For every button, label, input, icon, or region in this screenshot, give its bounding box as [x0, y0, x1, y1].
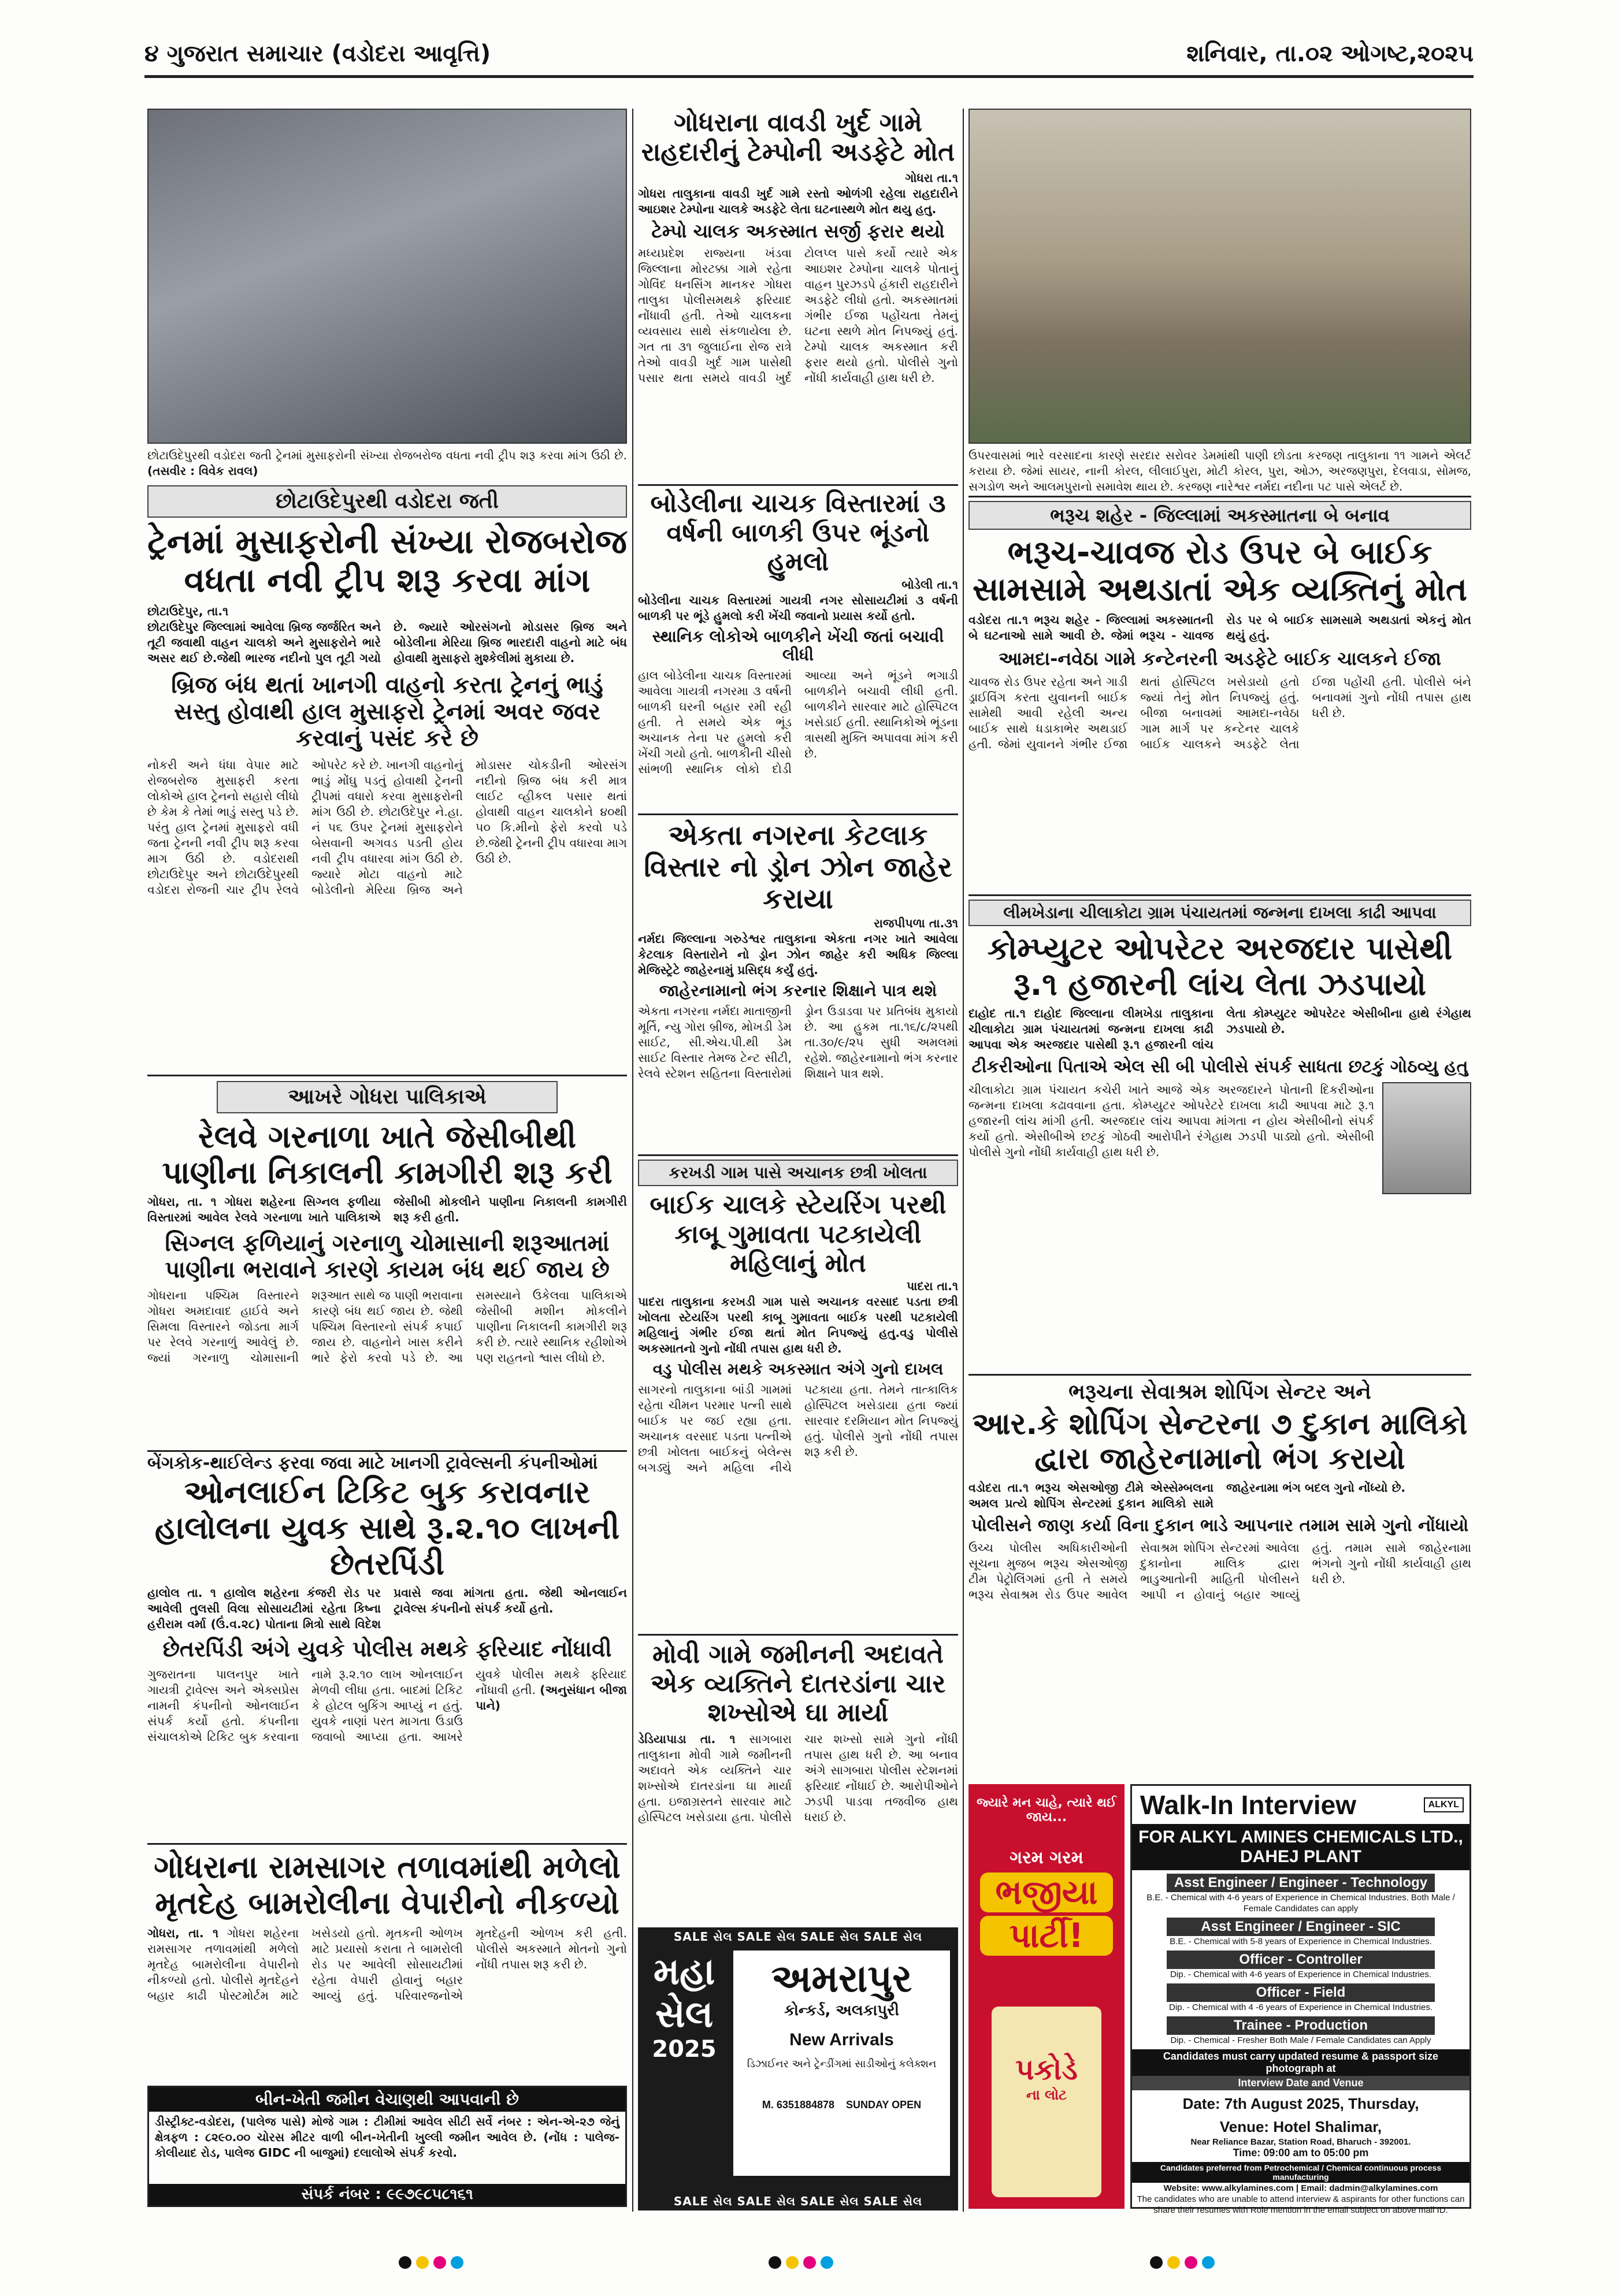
body-text: સાગબારા તાલુકાના મોવી ગામે જમીનની અદાવતે એક વ્યક્તિને ચાર શખ્સોએ દાતરડાંના ઘા માર્યા હતા. ઇજાગ્રસ્તને સારવાર માટે હોસ્પિટલ ખસેડાયા હતા. પોલીસે ચાર શખ્સો સામે ગુનો નોંધી તપાસ હાથ ધરી છે. આ બનાવ અંગે સાગબારા પોલીસ સ્ટેશનમાં ફરિયાદ નોંધાઈ છે. આરોપીઓને ઝડપી પાડવા તજવીજ હાથ ધરાઈ છે.	[638, 1732, 958, 1824]
intro-text: ગોધરા શહેરના સિગ્નલ ફળીયા વિસ્તારમાં આવેલ રેલવે ગરનાળા ખાતે પાલિકાએ જેસીબી મોકલીને પાણીના નિકાલની કામગીરી શરૂ કરી હતી.	[147, 1195, 627, 1225]
snack-tagline: જ્યારે મન ચાહે, ત્યારે થઈ જાય...	[976, 1796, 1117, 1825]
kicker: આખરે ગોધરા પાલિકાએ	[217, 1081, 558, 1113]
subhead: આમદા-નવેઠા ગામે કન્ટેનરની અડફેટે બાઈક ચાલકને ઈજા	[999, 647, 1441, 670]
article-land-dispute	[638, 1634, 958, 1923]
registration-dot	[1167, 2256, 1180, 2269]
packet-sub: ના લોટ	[1026, 2087, 1067, 2103]
body	[147, 1667, 627, 1745]
body: ઉચ્ચ પોલીસ અધિકારીઓની સૂચના મુજબ ભરૂચ એસઓજી ટીમ પેટ્રોલિંગમાં હતી તે સમયે ભરૂચ સેવાશ્રમ રોડ ઉપર આવેલ સેવાશ્રમ શોપિંગ સેન્ટરમાં આવેલા દુકાનોના માલિક દ્વારા ભાડુઆતોની માહિતી પોલીસને આપી ન હોવાનું બહાર આવ્યું હતું. તમામ સામે જાહેરનામા ભંગનો ગુનો નોંધી કાર્યવાહી હાથ ધરી છે.	[968, 1541, 1471, 1602]
headline: કોમ્પ્યુટર ઓપરેટર અરજદાર પાસેથી રૂ.૧ હજારની લાંચ લેતા ઝડપાયો	[987, 930, 1453, 1003]
article-train	[147, 485, 627, 1069]
walkin-header	[1132, 1786, 1469, 1824]
article-bike-umbrella	[638, 1154, 958, 1628]
dateline: ડેડિયાપાડા તા. ૧	[638, 1732, 736, 1746]
snack-line2: ભજીયા	[980, 1873, 1113, 1912]
body: એકતા નગરના નર્મદા માતાજીની મૂર્તિ, ન્યુ ગોરા બ્રીજ, મોખડી ડેમ સાઈટ, સી.એચ.પી.થી ડેમ સાઈટ વિસ્તાર તેમજ ટેન્ટ સીટી, રેલવે સ્ટેશન સહિતના વિસ્તારોમાં ડ્રોન ઉડાડવા પર પ્રતિબંધ મુકાયો છે. આ હુકમ તા.૧૬/૮/૨૫થી તા.૩૦/૯/૨૫ સુધી અમલમાં રહેશે. જાહેરનામાનો ભંગ કરનાર શિક્ષાને પાત્ર થશે.	[638, 1004, 958, 1080]
headline: ગોધરાના વાવડી ખુર્દ ગામે રાહદારીનું ટેમ્પોની અડફેટે મોત	[641, 108, 955, 167]
headline: આર.કે શોપિંગ સેન્ટરના ૭ દુકાન માલિકો દ્વારા જાહેરનામાનો ભંગ કરાયો	[972, 1407, 1468, 1477]
kicker: ભરૂચ શહેર - જિલ્લામાં અકસ્માતના બે બનાવ	[968, 501, 1471, 530]
headline: મોવી ગામે જમીનની અદાવતે એક વ્યક્તિને દાતરડાંના ચાર શખ્સોએ ઘા માર્યા	[650, 1640, 946, 1728]
bribe-body-row	[968, 1082, 1471, 1194]
intro	[968, 1006, 1471, 1053]
dateline: ગોધરા, તા. ૧	[147, 1926, 219, 1941]
photo-caption	[147, 448, 627, 481]
masthead-rule	[144, 75, 1474, 78]
dam-river-photo	[968, 109, 1471, 444]
article-drone-zone	[638, 813, 958, 1149]
registration-dot	[416, 2256, 429, 2269]
subhead: છેતરપિંડી અંગે યુવકે પોલીસ મથકે ફરિયાદ નોંધાવી	[162, 1636, 612, 1662]
headline: બોડેલીના ચાચક વિસ્તારમાં ૩ વર્ષની બાળકી ઉપર ભૂંડનો હુમલો	[650, 489, 946, 577]
body: ચીલાકોટા ગ્રામ પંચાયત કચેરી ખાતે આજે એક અરજદારને પોતાની દિકરીઓના જન્મના દાખલા કઢાવવાના હતા. કોમ્પ્યુટર ઓપરેટરે દાખલા કાઢી આપવા માટે રૂ.૧ હજારની લાંચ માંગી હતી. અરજદાર લાંચ આપવા માંગતા ન હોય એસીબીનો સંપર્ક કર્યો હતો. એસીબીએ છટકું ગોઠવી આરોપીને રંગેહાથ ઝડપી પાડ્યો હતો. એસીબી પોલીસે ગુનો નોંધી કાર્યવાહી હાથ ધરી છે.	[968, 1082, 1374, 1159]
registration-dot	[433, 2256, 446, 2269]
body: ગોધરાના પશ્ચિમ વિસ્તારને ગોધરા અમદાવાદ હાઈવે અને સિમલા વિસ્તારને જોડતા માર્ગ પર રેલવે ગરનાળું આવેલું છે. જ્યાં ગરનાળુ ચોમાસાની શરૂઆત સાથે જ પાણી ભરાવાના કારણે બંધ થઈ જાય છે. જેથી પશ્ચિમ વિસ્તારનો સંપર્ક કપાઈ જાય છે. વાહનોને ખાસ કરીને ભારે ફેરો કરવો પડે છે. આ સમસ્યાને ઉકેલવા પાલિકાએ જેસીબી મશીન મોકલીને પાણીના નિકાલની કામગીરી શરૂ કરી છે. ત્યારે સ્થાનિક રહીશોએ પણ રાહતનો શ્વાસ લીધો છે.	[147, 1288, 627, 1365]
subhead: બ્રિજ બંધ થતાં ખાનગી વાહનો કરતા ટ્રેનનું ભાડું સસ્તુ હોવાથી હાલ મુસાફરો ટ્રેનમાં અવર જવર કરવાનું પસંદ કરે છે	[171, 672, 603, 752]
position-qualification: Dip. - Chemical - Fresher Both Male / Female Candidates can Apply	[1170, 2035, 1431, 2045]
dateline: પાદરા તા.૧	[907, 1279, 958, 1293]
headline: ભરૂચ-ચાવજ રોડ ઉપર બે બાઈક સામસામે અથડાતાં એક વ્યક્તિનું મોત	[973, 534, 1467, 609]
subhead: જાહેરનામાનો ભંગ કરનાર શિક્ષાને પાત્ર થશે	[659, 980, 937, 1000]
intro	[147, 1194, 627, 1225]
body	[147, 1926, 627, 2004]
article-ticket-fraud	[147, 1450, 627, 1837]
resume-note: Candidates must carry updated resume & passport size photograph at	[1132, 2049, 1469, 2076]
registration-dot	[803, 2256, 816, 2269]
headline: ઓનલાઈન ટિકિટ બુક કરાવનાર હાલોલના યુવક સાથે રૂ.૨.૧૦ લાખની છેતરપિંડી	[154, 1474, 620, 1582]
snack-packet	[992, 2007, 1101, 2197]
article-tempo-death	[638, 109, 958, 478]
subhead: સ્થાનિક લોકોએ બાળકીને ખેંચી જતાં બચાવી લીધી	[652, 626, 944, 664]
headline: ટ્રેનમાં મુસાફરોની સંખ્યા રોજબરોજ વધતા નવી ટ્રીપ શરૂ કરવા માંગ	[147, 522, 627, 600]
dateline: વડોદરા તા.૧	[968, 612, 1029, 627]
sale-year: 2025	[652, 2036, 717, 2063]
walkin-interview-ad	[1130, 1784, 1471, 2215]
body-text: ગુજરાતના પાલનપુર ખાતે ગાયત્રી ટ્રાવેલ્સ અને એક્સપ્રેસ નામની કંપનીનો ઓનલાઈન સંપર્ક કર્યો હતો. કંપનીના સંચાલકોએ ટિકિટ બુક કરવાના નામે રૂ.૨.૧૦ લાખ ઓનલાઈન મેળવી લીધા હતા. બાદમાં ટિકિટ કે હોટલ બુકિંગ આપ્યું ન હતું. યુવકે નાણાં પરત માગતા ઉડાઉ જવાબો આપ્યા હતા. આખરે યુવકે પોલીસ મથકે ફરિયાદ નોંધાવી હતી.	[147, 1667, 627, 1744]
kicker: છોટાઉદેપુરથી વડોદરા જતી	[147, 485, 627, 518]
snack-line3: પાર્ટી!	[980, 1916, 1113, 1956]
intro-text: ભરૂચ એસઓજી ટીમે એસ્સેમ્બલના અમલ પ્રત્યે શોપિંગ સેન્ટરમાં દુકાન માલિકો સામે જાહેરનામા ભંગ બદલ ગુનો નોંધ્યો છે.	[968, 1480, 1406, 1510]
ad-title: બીન-ખેતી જમીન વેચાણથી આપવાની છે	[149, 2087, 625, 2112]
article-godhra-culvert	[147, 1075, 627, 1444]
position-qualification: Dip. - Chemical with 4-6 years of Experience in Chemical Industries.	[1170, 1970, 1431, 1979]
subhead: ટીકરીઓના પિતાએ એલ સી બી પોલીસે સંપર્ક સાધતા છટકું ગોઠવ્યુ હતુ	[971, 1057, 1468, 1078]
intro-text: ભરૂચ શહેર - જિલ્લામાં અકસ્માતની બે ઘટનાઓ સામે આવી છે. જેમાં ભરૂચ - ચાવજ રોડ પર બે બાઈક સામસામે અથડાતાં એકનું મોત થયું હતું.	[968, 612, 1471, 642]
packet-brand: પકોડે	[1015, 2053, 1078, 2086]
dateline: હાલોલ તા. ૧	[147, 1586, 216, 1600]
headline: ગોધરાના રામસાગર તળાવમાંથી મળેલો મૃતદેહ બામરોલીના વેપારીનો નીકળ્યો	[154, 1849, 621, 1922]
intro: છોટાઉદેપુર જિલ્લામાં આવેલા બ્રિજ જર્જરિત અને તૂટી જવાથી વાહન ચાલકો અને મુસાફરોને ભારે અસર થઈ છે.જેથી ભારજ નદીનો પુલ તૂટી ગયો છે. જ્યારે ઓરસંગનો મોડાસર બ્રિજ અને બોડેલીના મેરિયા બ્રિજ ભારદારી વાહનો માટે બંધ હોવાથી મુસાફરો મુશ્કેલીમાં મુકાયા છે.	[147, 620, 627, 666]
intro-text: હાલોલ શહેરના કંજરી રોડ પર આવેલી તુલસી વિલા સોસાયટીમાં રહેતા કિષ્ના હરીરામ વર્મા (ઉં.વ.૨૮) પોતાના મિત્રો સાથે વિદેશ પ્રવાસે જવા માંગતા હતા. જેથી ઓનલાઈન ટ્રાવેલ્સ કંપનીનો સંપર્ક કર્યો હતો.	[147, 1586, 627, 1632]
land-sale-ad	[147, 2086, 627, 2207]
intro: પાદરા તાલુકાના કરખડી ગામ પાસે અચાનક વરસાદ પડતા છત્રી ખોલતા સ્ટેયરિંગ પરથી કાબૂ ગુમાવતા બાઈક પરથી પટકાયેલી મહિલાનું ગંભીર ઈજા થતાં મોત નિપજ્યું હતુ.વડુ પોલીસે અકસ્માતનો ગુનો નોંધી તપાસ હાથ ધરી છે.	[638, 1294, 958, 1355]
snack-line1: ગરમ ગરમ	[1010, 1848, 1083, 1868]
registration-dot	[1202, 2256, 1215, 2269]
registration-dot	[1185, 2256, 1197, 2269]
column-rule	[632, 109, 633, 2212]
body: ચાવજ રોડ ઉપર રહેતા અને ગાડી ડ્રાઈવિંગ કરતા યુવાનની બાઈક સામેથી આવી રહેલી અન્ય બાઈક સાથે ધડાકાભેર અથડાઈ હતી. જેમાં યુવાનને ગંભીર ઈજા થતાં હોસ્પિટલ ખસેડાયો હતો જ્યાં તેનું મોત નિપજ્યું હતું. બીજા બનાવમાં આમદા-નવેઠા ગામ માર્ગ પર કન્ટેનર ચાલકે બાઈક ચાલકને અડફેટે લેતા ઈજા પહોંચી હતી. પોલીસે બંને બનાવમાં ગુનો નોંધી તપાસ હાથ ધરી છે.	[968, 674, 1471, 751]
intro	[147, 1585, 627, 1632]
article-bribe	[968, 894, 1471, 1368]
registration-dot	[399, 2256, 411, 2269]
photo-caption: ઉપરવાસમાં ભારે વરસાદના કારણે સરદાર સરોવર ડેમમાંથી પાણી છોડતા કરજણ તાલુકાના ૧૧ ગામને એલર્ટ કરાયા છે. જેમાં સાયર, નાની કોરલ, લીલાઈપુરા, મોટી કોરલ, પુરા, ઓઝ, અરજણપુરા, દેલવાડા, સોમજ, સગડોળ અને આલમપુરાનો સમાવેશ થાય છે. કરજણ નારેશ્વર નર્મદા નદીના પટ પાસે એલર્ટ છે.	[968, 448, 1471, 493]
headline: રેલવે ગરનાળા ખાતે જેસીબીથી પાણીના નિકાલની કામગીરી શરૂ કરી	[162, 1119, 613, 1191]
saree-sale-ad	[638, 1927, 958, 2210]
footer-note: The candidates who are unable to attend interview & aspirants for other functions can share their resumes with Role mention in the email subject on above mail ID.	[1137, 2194, 1465, 2215]
registration-dot	[786, 2256, 799, 2269]
paper-name: ૪ ગુજરાત સમાચાર (વડોદરા આવૃત્તિ)	[144, 40, 491, 67]
position-title: Trainee - Production	[1167, 2016, 1435, 2035]
kicker: કરખડી ગામ પાસે અચાનક છત્રી ખોલતા	[638, 1160, 958, 1186]
venue-label: Interview Date and Venue	[1132, 2076, 1469, 2090]
position-title: Officer - Field	[1167, 1983, 1435, 2002]
dateline: દાહોદ તા.૧	[968, 1006, 1026, 1021]
preference-note: Candidates preferred from Petrochemical / Chemical continuous process manufacturing	[1132, 2162, 1469, 2183]
position-qualification: Dip. - Chemical with 4 -6 years of Experience in Chemical Industries.	[1168, 2003, 1433, 2012]
position-title: Asst Engineer / Engineer - SIC	[1167, 1918, 1435, 1936]
intro: બોડેલીના ચાચક વિસ્તારમાં ગાયત્રી નગર સોસાયટીમાં ૩ વર્ષની બાળકી પર ભૂંડે હુમલો કરી ખેંચી જવાનો પ્રયાસ કર્યો હતો.	[638, 593, 958, 623]
maha-sale	[644, 1951, 725, 2063]
continued-note: (અનુસંધાન બીજા પાને)	[476, 1682, 627, 1712]
body: હાલ બોડેલીના ચાચક વિસ્તારમાં આવેલા ગાયત્રી નગરમા ૩ વર્ષની બાળકી ઘરની બહાર રમી રહી હતી. તે સમયે એક ભૂંડ અચાનક તેના પર હુમલો કરી ખેંચી ગયો હતો. બાળકીની ચીસો સાંભળી સ્થાનિક લોકો દોડી આવ્યા અને ભૂંડને ભગાડી બાળકીને બચાવી લીધી હતી. બાળકીને સારવાર માટે હોસ્પિટલ ખસેડાઈ હતી. સ્થાનિકોએ ભૂંડના ત્રાસથી મુક્તિ અપાવવા માંગ કરી છે.	[638, 668, 958, 777]
walkin-title: Walk-In Interview	[1140, 1790, 1357, 1820]
collection-line: ડિઝાઈનર અને ટ્રેન્ડીંગમાં સાડીઓનું કલેક્શન	[747, 2058, 937, 2070]
kicker: બેંગકોક-થાઈલેન્ડ ફરવા જવા માટે ખાનગી ટ્રાવેલ્સની કંપનીઓમાં	[147, 1453, 598, 1473]
dateline: વડોદરા તા.૧	[968, 1480, 1029, 1495]
open-days: SUNDAY OPEN	[846, 2099, 922, 2111]
intro	[968, 612, 1471, 644]
ad-text: ડીસ્ટ્રીક્ટ-વડોદરા, (પાલેજ પાસે) મોજે ગામ : ટીમીમાં આવેલ સીટી સર્વે નંબર : એન-એ-૨૭ જેનું ક્ષેત્રફળ : ૮૨૯૦.૦૦ ચોરસ મીટર વાળી બીન-ખેતીની ખુલ્લી જમીન આવેલ છે. (નોંધ : પાલેજ-કોલીયાદ રોડ, પાલેજ GIDC ની બાજુમાં) દલાલોએ સંપર્ક કરવો.	[155, 2115, 619, 2160]
position-title: Asst Engineer / Engineer - Technology	[1167, 1874, 1435, 1892]
article-bharuch-accidents	[968, 496, 1471, 889]
position-qualification: B.E. - Chemical with 4-6 years of Experience in Chemical Industries. Both Male / Female Candidates can apply	[1146, 1893, 1455, 1914]
subhead: પોલીસને જાણ કર્યા વિના દુકાન ભાડે આપનાર તમામ સામે ગુનો નોંધાયો	[971, 1515, 1469, 1536]
article-pig-attack	[638, 484, 958, 808]
registration-dot	[451, 2256, 463, 2269]
intro	[968, 1480, 1471, 1511]
article-lake-body	[147, 1843, 627, 2080]
photo-credit: (તસવીર : વિવેક રાવલ)	[147, 464, 258, 478]
company-logo: ALKYL	[1424, 1797, 1464, 1812]
kicker: લીમખેડાના ચીલાકોટા ગ્રામ પંચાયતમાં જન્મના દાખલા કાઢી આપવા	[968, 900, 1471, 926]
position-qualification: B.E. - Chemical with 5-8 years of Experience in Chemical Industries.	[1170, 1937, 1432, 1946]
accused-photo	[1382, 1082, 1471, 1194]
headline: એકતા નગરના કેટલાક વિસ્તાર નો ડ્રોન ઝોન જાહેર કરાયા	[644, 819, 952, 916]
snack-ad	[968, 1784, 1125, 2209]
registration-dot	[769, 2256, 781, 2269]
interview-venue: Venue: Hotel Shalimar,	[1219, 2118, 1382, 2135]
position-title: Officer - Controller	[1167, 1951, 1435, 1969]
store-location: કોન્કર્ડ, અલકાપુરી	[784, 2002, 899, 2019]
dateline: છોટાઉદેપુર, તા.૧	[147, 604, 229, 619]
body: સાગરનો તાલુકાના બાંડી ગામમાં રહેતા ચીમન પરમાર પત્ની સાથે બાઈક પર જઈ રહ્યા હતા. અચાનક વરસાદ પડતા પત્નીએ છત્રી ખોલતા બાઈકનું બેલેન્સ બગડ્યું અને મહિલા નીચે પટકાયા હતા. તેમને તાત્કાલિક હોસ્પિટલ ખસેડાયા હતા જ્યાં સારવાર દરમિયાન મોત નિપજ્યું હતું. પોલીસે ગુનો નોંધી તપાસ શરૂ કરી છે.	[638, 1382, 958, 1474]
intro-text: દાહોદ જિલ્લાના લીમખેડા તાલુકાના ચીલાકોટા ગ્રામ પંચાયતમાં જન્મના દાખલા કાઢી આપવા એક અરજદાર પાસેથી રૂ.૧ હજારની લાંચ લેતા કોમ્પ્યુટર ઓપરેટર એસીબીના હાથે રંગેહાથ ઝડપાયો છે.	[968, 1006, 1471, 1052]
intro: નર્મદા જિલ્લાના ગરુડેશ્વર તાલુકાના એકતા નગર ખાતે આવેલા કેટલાક વિસ્તારોને નો ડ્રોન ઝોન જાહેર કરી અધિક જિલ્લા મેજિસ્ટ્રેટે જાહેરનામું પ્રસિદ્ધ કર્યું હતું.	[638, 931, 958, 977]
dateline: ગોધરા તા.૧	[905, 171, 958, 185]
maha-text: મહા	[653, 1951, 715, 1993]
sale-panel	[733, 1951, 950, 2176]
kicker: ભરૂચના સેવાશ્રમ શોપિંગ સેન્ટર અને	[1068, 1380, 1371, 1404]
column-rule	[963, 109, 964, 2212]
dateline: ગોધરા, તા. ૧	[147, 1195, 217, 1209]
interview-time: Time: 09:00 am to 05:00 pm	[1233, 2147, 1369, 2158]
interview-date: Date: 7th August 2025, Thursday,	[1182, 2095, 1419, 2112]
dateline: બોડેલી તા.૧	[901, 577, 958, 592]
body-text: ગોધરા શહેરના રામસાગર તળાવમાંથી મળેલો મૃતદેહ બામરોલીના વેપારીનો નીકળ્યો હતો. પોલીસે મૃતદેહને બહાર કાઢી પોસ્ટમોર્ટમ માટે ખસેડયો હતો. મૃતકની ઓળખ માટે પ્રયાસો કરાતા તે બામરોલી રોડ પર આવેલી સોસાયટીમાં રહેતા વેપારી હોવાનું બહાર આવ્યું હતું. પરિવારજનોએ મૃતદેહની ઓળખ કરી હતી. પોલીસે અકસ્માતે મોતનો ગુનો નોંધી તપાસ શરૂ કરી છે.	[147, 1926, 627, 2003]
registration-dot	[821, 2256, 833, 2269]
contact-web-email[interactable]: Website: www.alkylamines.com | Email: dadmin@alkylamines.com	[1163, 2183, 1438, 2193]
dateline: રાજપીપળા તા.૩૧	[874, 916, 958, 930]
subhead: વડુ પોલીસ મથકે અકસ્માત અંગે ગુનો દાખલ	[652, 1359, 944, 1379]
company-name: FOR ALKYL AMINES CHEMICALS LTD., DAHEJ PLANT	[1132, 1824, 1469, 1870]
sel-text: સેલ	[655, 1993, 714, 2036]
venue-address: Near Reliance Bazar, Station Road, Bharuch - 392001.	[1190, 2137, 1411, 2147]
body	[638, 1732, 958, 1825]
contact-row	[733, 2099, 950, 2111]
masthead	[0, 0, 1618, 75]
subhead: ટેમ્પો ચાલક અકસ્માત સર્જી ફરાર થયો	[651, 220, 945, 243]
sale-strip-bottom: SALE સેલ SALE સેલ SALE સેલ SALE સેલ	[673, 2194, 923, 2208]
phone: M. 6351884878	[762, 2099, 835, 2111]
sale-strip-top: SALE સેલ SALE સેલ SALE સેલ SALE સેલ	[673, 1930, 923, 1944]
caption-text: છોટાઉદેપુરથી વડોદરા જતી ટ્રેનમાં મુસાફરોની સંખ્યા રોજબરોજ વધતા નવી ટ્રીપ શરૂ કરવા માંગ ઉઠી છે.	[147, 448, 627, 462]
issue-date: શનિવાર, તા.૦૨ ઓગષ્ટ,૨૦૨૫	[1186, 40, 1474, 67]
intro: ગોધરા તાલુકાના વાવડી ખુર્દ ગામે રસ્તો ઓળંગી રહેલા રાહદારીને આઇશર ટેમ્પોના ચાલકે અડફેટે લેતા ઘટનાસ્થળે મોત થયુ હતુ.	[638, 187, 958, 217]
subhead: સિગ્નલ ફળિયાનું ગરનાળુ ચોમાસાની શરૂઆતમાં પાણીના ભરાવાને કારણે કાયમ બંધ થઈ જાય છે	[165, 1230, 610, 1284]
registration-dot	[1150, 2256, 1163, 2269]
ad-contact: સંપર્ક નંબર : ૯૯૭૯૮૫૮૧૬૧	[149, 2184, 625, 2205]
article-shop-notice	[968, 1374, 1471, 1778]
store-name: અમરાપુર	[771, 1956, 912, 2001]
body: નોકરી અને ધંધા વેપાર માટે રોજબરોજ મુસાફરી કરતા લોકોએ હાલ ટ્રેનનો સહારો લીધો છે કેમ કે તેમાં ભાડું સસ્તુ પડે છે. પરંતુ હાલ ટ્રેનમાં મુસાફરો વધી જતા ટ્રેનની નવી ટ્રીપ શરૂ કરવા માગ ઉઠી છે. વડોદરાથી છોટાઉદેપુર અને છોટાઉદેપુરથી વડોદરા રોજની ચાર ટ્રીપ રેલવે ઓપરેટ કરે છે. ખાનગી વાહનોનું ભાડું મોંઘુ પડતું હોવાથી ટ્રેનની ટ્રીપમાં વધારો કરવા મુસાફરોની માંગ ઉઠી છે. છોટાઉદેપુર ને.હા. નં ૫૬ ઉપર ટ્રેનમાં મુસાફરોને બેસવાની અગવડ પડતી હોય નવી ટ્રીપ વધારવા માંગ ઉઠી છે. જ્યારે મોટા વાહનો માટે બોડેલીનો મેરિયા બ્રિજ અને મોડાસર ચોકડીની ઓરસંગ નદીનો બ્રિજ બંધ કરી માત્ર લાઈટ વ્હીકલ પસાર થતાં હોવાથી વાહન ચાલકોને ૪૦થી ૫૦ કિ.મીનો ફેરો કરવો પડે છે.જેથી ટ્રેનની ટ્રીપ વધારવા માગ ઉઠી છે.	[147, 758, 627, 897]
new-arrivals: New Arrivals	[789, 2030, 894, 2049]
body: મધ્યપ્રદેશ રાજ્યના ખંડવા જિલ્લાના મોરટક્કા ગામે રહેતા ગોવિંદ ધનસિંગ માનકર ગોધરા તાલુકા પોલીસમથકે ફરિયાદ નોંધાવી હતી. તેઓ ચાલકના વ્યવસાય સાથે સંકળાયેલા છે. ગત તા ૩૧ જુલાઈના રોજ રાત્રે તેઓ વાવડી ખુર્દ ગામ પાસેથી પસાર થતા સમયે વાવડી ખુર્દ ટોલપ્લ પાસે કર્યો ત્યારે એક આઇશર ટેમ્પોના ચાલકે પોતાનું વાહન પુરઝડપે હંકારી રાહદારીને અડફેટે લીધો હતો. અકસ્માતમાં ગંભીર ઈજા પહોંચતા તેમનું ઘટના સ્થળે મોત નિપજ્યું હતું. ટેમ્પો ચાલક અકસ્માત કરી ફરાર થયો હતો. પોલીસે ગુનો નોંધી કાર્યવાહી હાથ ધરી છે.	[638, 246, 958, 385]
headline: બાઈક ચાલકે સ્ટેયરિંગ પરથી કાબૂ ગુમાવતા પટકાયેલી મહિલાનું મોત	[650, 1190, 947, 1279]
train-photo	[147, 109, 627, 444]
